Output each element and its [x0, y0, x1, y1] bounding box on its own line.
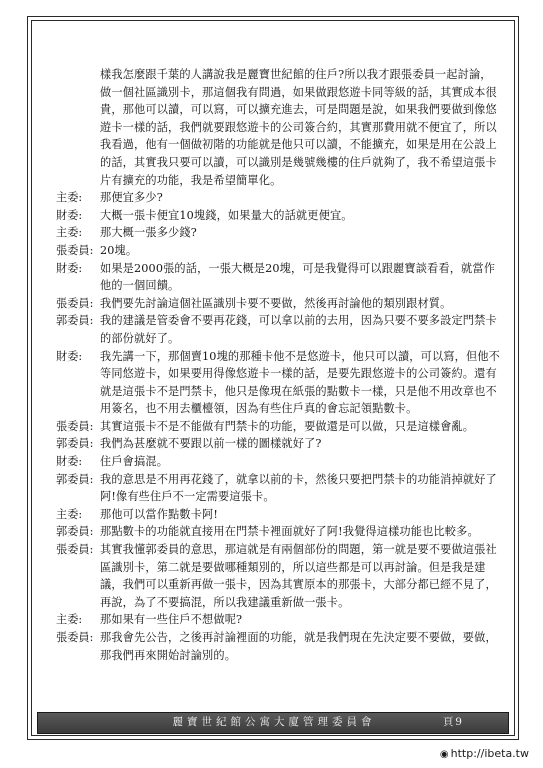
speaker-label: 主委:: [56, 226, 83, 240]
dialogue-entry: [56, 242, 501, 260]
dialogue-text: 我們要先討論這個社區識別卡要不要做，然後再討論他的類別跟材質。: [100, 296, 452, 310]
dialogue-text: 住戶會搞混。: [100, 455, 169, 469]
dialogue-text: 那大概一張多少錢?: [100, 226, 197, 240]
dialogue-text: 那點數卡的功能就直接用在門禁卡裡面就好了阿!我覺得這樣功能也比較多。: [100, 525, 479, 539]
speaker-label: 財委:: [56, 261, 83, 275]
speaker-label: 郭委員:: [56, 525, 94, 539]
speaker-label: 張委員:: [56, 543, 94, 557]
dialogue-entry: [56, 418, 501, 436]
speaker-label: 張委員:: [56, 419, 94, 433]
dialogue-text: 我們為甚麼就不要跟以前一樣的圖樣就好了?: [100, 437, 322, 451]
speaker-label: 主委:: [56, 613, 83, 627]
dialogue-text: 我的意思是不用再花錢了，就拿以前的卡，然後只要把門禁卡的功能消掉就好了阿!像有些住戶不一定需要這張卡。: [100, 472, 497, 504]
meeting-minutes-body: [56, 66, 501, 664]
dialogue-text: 我的建議是管委會不要再花錢，可以拿以前的去用，因為只要不要多設定門禁卡的部份就好了。: [100, 314, 497, 345]
dialogue-entry: [56, 295, 501, 313]
dialogue-text: 那他可以當作點數卡阿!: [100, 507, 219, 521]
watermark: [440, 747, 529, 760]
globe-icon: ◉: [439, 749, 449, 760]
dialogue-entry: [56, 224, 501, 242]
dialogue-text: 20塊。: [100, 243, 138, 257]
dialogue-entry: [56, 471, 501, 506]
dialogue-entry: [56, 435, 501, 453]
footer-banner: [37, 712, 509, 734]
dialogue-entry: [56, 506, 501, 524]
speaker-label: 郭委員:: [56, 437, 94, 451]
dialogue-text: 那便宜多少?: [100, 191, 163, 205]
speaker-label: 郭委員:: [56, 472, 94, 486]
dialogue-entry: [56, 312, 501, 347]
dialogue-entry: [56, 523, 501, 541]
speaker-label: 張委員:: [56, 296, 94, 310]
dialogue-text: 其實這張卡不是不能做有門禁卡的功能，要做還是可以做，只是這樣會亂。: [100, 419, 475, 433]
speaker-label: 張委員:: [56, 631, 94, 644]
dialogue-text: 那如果有一些住戶不想做呢?: [100, 613, 243, 627]
watermark-text: http://ibeta.tw: [450, 747, 529, 760]
speaker-label: 財委:: [56, 349, 83, 363]
dialogue-text: 大概一張卡便宜10塊錢，如果量大的話就更便宜。: [100, 208, 353, 222]
dialogue-entry: [56, 348, 501, 418]
dialogue-entry: [56, 260, 501, 295]
dialogue-text: 如果是2000張的話，一張大概是20塊，可是我覺得可以跟麗寶談看看，就當作他的一個回饋。: [100, 261, 496, 293]
dialogue-entry: [56, 189, 501, 207]
speaker-label: 財委:: [56, 208, 83, 222]
dialogue-entry: [56, 629, 501, 664]
footer-title: 麗寶世紀館公寓大廈管理委員會: [172, 716, 376, 728]
dialogue-text: 那我會先公告，之後再討論裡面的功能，就是我們現在先決定要不要做，要做，那我們再來開始討論別的。: [100, 631, 497, 662]
dialogue-text: 其實我懂郭委員的意思，那這就是有兩個部份的問題，第一就是要不要做這張社區識別卡，第二就是要做哪種類別的，所以這些都是可以再討論。但是我是建議，我們可以重新再做一張卡，因為其實原本的那張卡，大部分都已經不見了，再說，為了不要搞混，所以我建議重新做一張卡。: [100, 543, 497, 609]
speaker-label: 主委:: [56, 507, 83, 521]
dialogue-entry: [56, 207, 501, 225]
speaker-label: 郭委員:: [56, 314, 94, 328]
speaker-label: 財委:: [56, 455, 83, 469]
dialogue-text: 我先講一下，那個賣10塊的那種卡他不是悠遊卡，他只可以讀，可以寫，但他不等同悠遊卡，如果要用得像悠遊卡一樣的話，是要先跟悠遊卡的公司簽約。還有就是這張卡不是門禁卡，他只是像現在紙張的點數卡一樣，只是他不用改章也不用簽名，也不用去櫃檯領，因為有些住戶真的會忘記領點數卡。: [100, 349, 501, 416]
intro-text: 樣我怎麼跟千葉的人講說我是麗寶世紀館的住戶?所以我才跟張委員一起討論，做一個社區識別卡，那這個我有問過，如果做跟悠遊卡同等級的話，其實成本很貴，那他可以讀，可以寫，可以擴充進去，可是問題是說，如果我們要做到像悠遊卡一樣的話，我們就要跟悠遊卡的公司簽合約，其實那費用就不便宜了，所以我看過，他有一個做初階的功能就是他只可以讀，不能擴充，如果是用在公設上的話，其實我只要可以讀，可以識別是幾號幾樓的住戶就夠了，我不希望這張卡片有擴充的功能，我是希望簡單化。: [100, 68, 497, 187]
speaker-label: 張委員:: [56, 243, 94, 257]
page-number: 頁9: [442, 716, 464, 728]
dialogue-entry: [56, 453, 501, 471]
dialogue-entry: [56, 611, 501, 629]
intro-paragraph: [56, 66, 501, 189]
dialogue-entry: [56, 541, 501, 611]
speaker-label: 主委:: [56, 191, 83, 205]
